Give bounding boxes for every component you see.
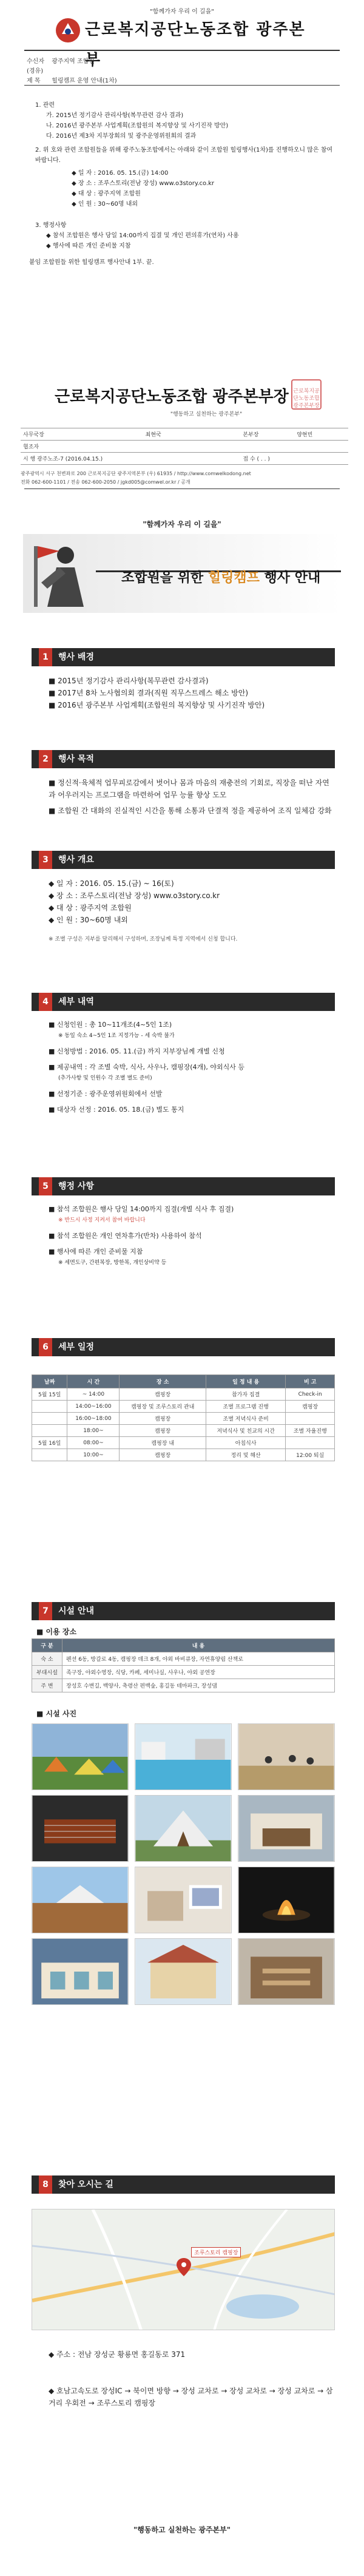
section-header-facility: [32, 1602, 335, 1620]
approval-cell: 양현빈: [294, 428, 348, 441]
details-list: [49, 1019, 334, 1115]
footer-divider: [24, 488, 340, 489]
map-pin-icon: [177, 2258, 191, 2276]
official-seal: 근로복지공단노동조합광주본부장: [291, 379, 322, 410]
section-title: 시설 안내: [58, 1606, 94, 1616]
table-cell: [32, 1425, 67, 1437]
list-item: (추가사항 및 인원수 각 조별 별도 준비): [58, 1075, 152, 1081]
table-cell: 5월 16일: [32, 1437, 67, 1449]
closing-slogan: "행동하고 실천하는 광주본부": [133, 2526, 231, 2534]
table-cell: 저녁식사 및 친교의 시간: [206, 1425, 286, 1437]
org-title: 근로복지공단노동조합 광주본부: [85, 21, 306, 69]
subject-label: 제 목: [27, 78, 41, 84]
approval-row: [21, 441, 348, 453]
body-line: 3. 행정사항: [35, 222, 67, 229]
section-number: 3: [39, 851, 52, 869]
facility-subhead: ■ 이용 장소: [36, 1628, 77, 1636]
table-cell: 캠핑장: [286, 1401, 335, 1413]
subject-divider: [24, 85, 340, 86]
table-cell: [32, 1449, 67, 1461]
table-cell: 08:00~: [67, 1437, 120, 1449]
section-title: 행사 배경: [58, 652, 94, 662]
section-title: 행사 목적: [58, 754, 94, 764]
table-cell: 캠핑장: [120, 1425, 206, 1437]
list-item: ■ 정신적·육체적 업무피로감에서 벗어나 몸과 마음의 재충전의 기회로, 직장을 떠난 자연과 어우러지는 프로그램을 마련하여 업무 능률 향상 도모: [49, 779, 329, 799]
list-item: ■ 제공내역 : 각 조별 숙박, 식사, 사우나, 캠핑장(4개), 야외식사 등: [49, 1063, 245, 1071]
background-list: [49, 675, 334, 711]
table-cell: ~ 14:00: [67, 1388, 120, 1401]
banner-motto: "함께가자 우리 이 길을": [143, 520, 221, 529]
letter-body: [29, 100, 339, 268]
approval-cell: [143, 441, 348, 453]
recipient-label: 수신자: [27, 58, 44, 65]
photo-playground: [238, 1723, 335, 1790]
list-item: ■ 2017년 8차 노사협의회 결과(직원 직무스트레스 해소 방안): [49, 689, 249, 697]
section-header-details: [32, 993, 335, 1011]
overview-note: ※ 조별 구성은 지부를 달리해서 구성하며, 조장님께 특정 지역에서 신청 합니다.: [49, 936, 238, 942]
body-line: 붙임 조합원들 위한 힐링캠프 행사안내 1부. 끝.: [29, 259, 154, 266]
list-item: ■ 2015년 정기감사 관리사항(복무관련 감사결과): [49, 677, 209, 685]
banner-title: [121, 567, 346, 586]
facility-table: [32, 1638, 335, 1692]
section-number: 5: [39, 1177, 52, 1195]
body-line: ◆ 인 원 : 30~60명 내외: [72, 201, 138, 208]
table-header: 비 고: [286, 1375, 335, 1388]
table-header: 장 소: [120, 1375, 206, 1388]
photo-building: [135, 1938, 232, 2005]
table-cell: 조별 저녁식사 준비: [206, 1413, 286, 1425]
recipient-row: [27, 56, 95, 65]
table-header: 시 간: [67, 1375, 120, 1388]
table-cell: [286, 1413, 335, 1425]
body-line: ◆ 장 소 : 조루스토리(전남 장성) www.o3story.co.kr: [72, 180, 215, 187]
table-cell: 주 변: [32, 1679, 62, 1692]
section-header-purpose: [32, 750, 335, 768]
table-cell: 캠핑장: [120, 1449, 206, 1461]
list-item: ◆ 장 소 : 조루스토리(전남 장성) www.o3story.co.kr: [49, 891, 220, 900]
body-line: 1. 관련: [35, 102, 55, 109]
photo-room: [135, 1867, 232, 1933]
approval-cell: 협조자: [21, 441, 143, 453]
list-item: ◆ 대 상 : 광주지역 조합원: [49, 904, 132, 912]
directions-address: ◆ 주소 : 전남 장성군 황룡면 홍길동로 371: [49, 2350, 186, 2359]
table-row: [32, 1666, 335, 1679]
subject-value: 힐링캠프 운영 안내(1차): [52, 78, 117, 84]
signature: 근로복지공단노동조합 광주본부장: [55, 388, 289, 406]
table-row: [32, 1652, 335, 1666]
signature-sub: "행동하고 실천하는 광주본부": [170, 411, 243, 418]
map-label: 조루스토리 캠핑장: [191, 2247, 241, 2257]
table-cell: 캠핑장: [120, 1413, 206, 1425]
union-logo-icon: [55, 17, 81, 44]
table-cell: 12:00 퇴실: [286, 1449, 335, 1461]
approval-cell: 본부장: [240, 428, 294, 441]
section-number: 8: [39, 2175, 52, 2194]
table-cell: 참가자 집결: [206, 1388, 286, 1401]
list-item: ※ 세면도구, 간편복장, 방한복, 개인상비약 등: [58, 1260, 167, 1266]
section-number: 7: [39, 1602, 52, 1620]
table-cell: 18:00~: [67, 1425, 120, 1437]
table-cell: 아침식사: [206, 1437, 286, 1449]
table-row: [32, 1401, 335, 1413]
table-cell: 16:00~18:00: [67, 1413, 120, 1425]
schedule-table: [32, 1374, 335, 1461]
approval-row: [21, 453, 348, 465]
table-header: 구 분: [32, 1639, 62, 1652]
list-item: ◆ 일 자 : 2016. 05. 15.(금) ~ 16(토): [49, 879, 174, 888]
section-title: 세부 내역: [58, 997, 94, 1007]
photos-subhead: ■ 시설 사진: [36, 1709, 77, 1718]
admin-list: [49, 1204, 334, 1268]
photo-restaurant: [32, 1938, 129, 2005]
table-cell: 정리 및 해산: [206, 1449, 286, 1461]
section-number: 1: [39, 648, 52, 666]
list-item: ■ 참석 조합원은 개인 연차휴가(반차) 사용하여 참석: [49, 1232, 202, 1240]
photo-pool: [135, 1723, 232, 1790]
table-row: [32, 1437, 335, 1449]
photo-campfire: [238, 1867, 335, 1933]
list-item: ■ 대상자 선정 : 2016. 05. 18.(금) 별도 통지: [49, 1106, 184, 1114]
list-item: ■ 2016년 광주본부 사업계획(조합원의 복지향상 및 사기진작 방안): [49, 701, 265, 709]
table-cell: Check-in: [286, 1388, 335, 1401]
section-number: 6: [39, 1338, 52, 1356]
body-line: 2. 위 호와 관련 조합원들을 위해 광주노동조합에서는 아래와 같이 조합원 힐링행사(1차)를 진행하오니 많은 참여 바랍니다.: [35, 147, 333, 164]
section-header-overview: [32, 851, 335, 869]
body-line: ◆ 일 자 : 2016. 05. 15.(금) 14:00: [72, 170, 169, 177]
banner-title-pre: 조합원을 위한: [121, 570, 204, 586]
table-cell: 조별 프로그램 진행: [206, 1401, 286, 1413]
section-title: 세부 일정: [58, 1342, 94, 1352]
section-header-schedule: [32, 1338, 335, 1356]
table-cell: 숙 소: [32, 1652, 62, 1666]
list-item: ◆ 인 원 : 30~60명 내외: [49, 916, 128, 924]
footer-address: 광주광역시 서구 천변좌로 200 근로복지공단 광주지역본부 (우) 61935 / http://www.comwelkodong.net: [21, 471, 251, 476]
purpose-list: [49, 777, 334, 817]
body-line: ◆ 행사에 따른 개인 준비물 지참: [46, 243, 131, 249]
table-cell: 장성호 수변길, 백양사, 축령산 편백숲, 홍길동 테마파크, 장성댐: [62, 1679, 335, 1692]
table-row: [32, 1425, 335, 1437]
list-item: ※ 동일 숙소 4~5인 1조 지정가능 - 세 숙박 불가: [58, 1033, 175, 1039]
table-header: 일 정 내 용: [206, 1375, 286, 1388]
table-header-row: [32, 1375, 335, 1388]
table-header: 내 용: [62, 1639, 335, 1652]
section-number: 2: [39, 750, 52, 768]
table-cell: 부대시설: [32, 1666, 62, 1679]
recipient-value: 광주지역 조합원: [52, 58, 95, 65]
table-cell: 족구장, 야외수영장, 식당, 카페, 세미나실, 사우나, 야외 공연장: [62, 1666, 335, 1679]
list-item: ■ 행사에 따른 개인 준비물 지참: [49, 1248, 143, 1256]
header-divider: [24, 50, 340, 51]
body-line: 가. 2015년 정기감사 관리사항(복무관련 감사 결과): [46, 112, 184, 119]
list-item: ■ 신청방법 : 2016. 05. 11.(금) 까지 지부장님께 개별 신청: [49, 1047, 225, 1055]
table-cell: 캠핑장 내: [120, 1437, 206, 1449]
list-item: ■ 참석 조합원은 행사 당일 14:00까지 집결(개별 식사 후 집결): [49, 1205, 234, 1213]
overview-list: [49, 877, 334, 926]
photo-deck: [32, 1867, 129, 1933]
section-title: 행정 사항: [58, 1182, 94, 1191]
list-item: ■ 신청인원 : 총 10~11개조(4~5인 1조): [49, 1021, 172, 1029]
section-title: 행사 개요: [58, 855, 94, 865]
table-cell: 14:00~16:00: [67, 1401, 120, 1413]
table-row: [32, 1388, 335, 1401]
table-cell: 캠핑장 및 조루스토리 관내: [120, 1401, 206, 1413]
table-cell: 조별 자율진행: [286, 1425, 335, 1437]
section-header-directions: [32, 2175, 335, 2194]
directions-route: ◆ 호남고속도로 장성IC → 북이면 방향 → 장성 교차로 → 장성 교차로 → 장성 교차로 → 삼거리 우회전 → 조루스토리 캠핑장: [49, 2387, 333, 2407]
photo-glamping-tent: [135, 1795, 232, 1862]
table-row: [32, 1449, 335, 1461]
via-label: (경유): [27, 68, 44, 75]
approval-cell: 시 행 광주노조-7 (2016.04.15.): [21, 453, 240, 465]
approval-table: [21, 428, 348, 465]
list-item: ■ 조합원 간 대화의 진실적인 시간을 통해 소통과 단결적 정을 제공하여 조직 일체감 강화: [49, 806, 332, 815]
list-item: ※ 반드시 사정 지켜서 참여 바랍니다: [58, 1217, 146, 1223]
photo-sauna: [238, 1938, 335, 2005]
table-cell: 펜션 6동, 방갈로 4동, 캠핑장 데크 8개, 야외 바비큐장, 자연휴양림 산책로: [62, 1652, 335, 1666]
table-cell: [32, 1401, 67, 1413]
subject-row: [27, 75, 117, 84]
table-cell: 5월 15일: [32, 1388, 67, 1401]
approval-row: [21, 428, 348, 441]
via-row: [27, 66, 50, 75]
table-row: [32, 1413, 335, 1425]
approval-cell: 사무국장: [21, 428, 143, 441]
body-line: 다. 2016년 제3차 지부장회의 및 광주운영위원회의 결과: [46, 133, 197, 140]
table-header: 날짜: [32, 1375, 67, 1388]
footer-contact: 전화 062-600-1101 / 전송 062-600-2050 / jgkd005@comwel.or.kr / 공개: [21, 479, 190, 485]
section-header-admin: [32, 1177, 335, 1195]
table-cell: 캠핑장: [120, 1388, 206, 1401]
banner-title-post: 행사 안내: [264, 570, 321, 586]
banner-title-highlight: 힐링캠프: [207, 570, 260, 586]
table-header-row: [32, 1639, 335, 1652]
table-row: [32, 1679, 335, 1692]
body-line: ◆ 참석 조합원은 행사 당일 14:00까지 집결 및 개인 편의휴가(연차) 사용: [46, 232, 239, 239]
approval-cell: 접 수 ( . . ): [240, 453, 348, 465]
photo-bbq-grill: [32, 1795, 129, 1862]
table-cell: [32, 1413, 67, 1425]
table-cell: [286, 1437, 335, 1449]
section-number: 4: [39, 993, 52, 1011]
letter-motto: "함께가자 우리 이 길을": [150, 8, 214, 15]
section-header-background: [32, 648, 335, 666]
photo-campsite: [32, 1723, 129, 1790]
section-title: 찾아 오시는 길: [58, 2180, 113, 2189]
body-line: ◆ 대 상 : 광주지역 조합원: [72, 191, 141, 197]
approval-cell: 최현국: [143, 428, 241, 441]
list-item: ■ 선정기준 : 광주운영위원회에서 선발: [49, 1090, 163, 1098]
table-cell: 10:00~: [67, 1449, 120, 1461]
photo-tent-interior: [238, 1795, 335, 1862]
body-line: 나. 2016년 광주본부 사업계획(조합원의 복지향상 및 사기진작 방안): [46, 123, 229, 129]
directions-map: [32, 2209, 335, 2330]
